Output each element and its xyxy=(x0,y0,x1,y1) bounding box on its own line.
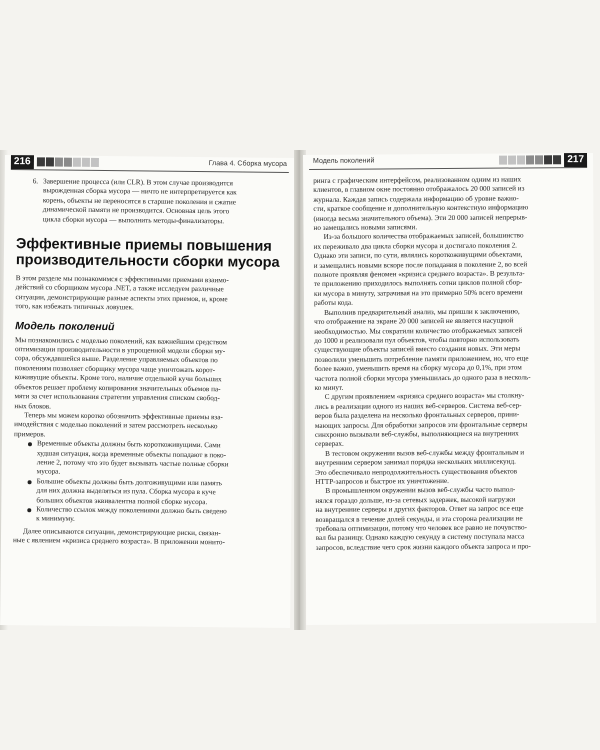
right-page-body xyxy=(313,175,586,553)
intro-paragraph: В этом разделе мы познакомимся с эффективными приемами взаимо- действий со сборщиком мусора .NET, а также исследуем различные ситуации, демонстрирующие разные аспекты этих приемов, и, кроме того, как избежать типичных ловушек. xyxy=(15,274,229,312)
paragraph: С другим проявлением «кризиса среднего возраста» мы столкну- лись в реализации одного из наших веб-серверов. Система веб-сер- веров была разделена на несколько фронтальных серверов, прини- мающих запросы. Для обработки запросов эти фронтальные серверы синхронно вызывали веб-службы, выполняющиеся на внутренних серверах. xyxy=(314,391,528,449)
section-heading: Эффективные приемы повышения производительности сборки мусора xyxy=(15,236,280,271)
paragraph: Выполнив предварительный анализ, мы пришли к заключению, что отображение на экране 20 000 записей не является насущной необходимостью. Мы сократили количество отображаемых записей до 1000 и реализовали пул объектов, чтобы повторно использовать существующие объекты записей вместо создания новых. Эти меры позволили уменьшить потребление памяти приложением, но, что еще более важно, уменьшить время на сборку мусора до 0,1%, при этом частота полной сборки мусора уменьшилась до одного раза в несколь- ко минут. xyxy=(314,307,531,392)
bullet-list xyxy=(27,439,284,526)
page-number: 216 xyxy=(11,155,34,169)
paragraph: ринга с графическим интерфейсом, реализованном одним из наших клиентов, в главном окне постоянно отображалось 20 000 записей из журнала. Каждая запись содержала информацию об уровне важно- сти, краткое сообщение и дополнительную контекстную информацию (иногда весьма значительного объема). Эти 20 000 записей непрерыв- но замещались новыми записями. xyxy=(313,175,529,232)
running-head: Модель поколений xyxy=(313,157,375,165)
running-head: Глава 4. Сборка мусора xyxy=(208,160,287,168)
bullet-item: Количество ссылок между поколениями должно быть сведено к минимуму. xyxy=(27,505,283,526)
list-item-6 xyxy=(32,177,286,227)
right-page-header xyxy=(303,153,593,169)
paragraph: Из-за большого количества отображаемых записей, большинство их переживало два цикла сборки мусора и достигало поколения 2. Однако эти записи, по сути, являлись короткоживущими объектами, и замещались новыми вскоре после попадания в поколение 2, во всей полноте проявляя феномен «кризиса среднего возраста». В результа- те приложению приходилось выполнять сотни циклов полной сбор- ки мусора в минуту, затрачивая на это примерно 50% всего времени работы кода. xyxy=(313,231,528,308)
list-number: 6. xyxy=(32,177,39,186)
left-page xyxy=(0,155,295,628)
left-page-header xyxy=(5,155,295,172)
paragraph: Мы познакомились с моделью поколений, как важнейшим средством оптимизации производительности в упрощенной модели сборки му- сора, обсуждавшейся выше. Разделение управляемых объектов по поколениям позволяет сборщику мусора чаще уничтожать корот- коживущие объекты. Кроме того, наличие отдельной кучи больших объектов решает проблему копирования значительных объемов па- мяти за счет использования стратегии управления списком свобод- ных блоков. xyxy=(14,335,228,410)
subsection-heading: Модель поколений xyxy=(15,319,115,333)
list-item-text: Завершение процесса (или CLR). В этом случае производится вырожденная сборка мусора — ничто не интерпретируется как корень, объекты не переносятся в старшие поколения и сжатие динамической памяти не производится. Основная цель этого цикла сборки мусора — выполнить методы-финализаторы. xyxy=(42,177,237,225)
paragraph: В промышленном окружении вызов веб-службы часто выпол- нялся гораздо дольше, из-за сетевых задержек, высокой нагрузки на внутренние серверы и других факторов. Ответ на запрос все еще возвращался в течение долей секунды, и эта сторона реализации не требовала оптимизации, потому что человек все равно не почувство- вал бы разницу. Однако каждую секунду в систему поступала масса запросов, вследствие чего срок жизни каждого объекта запроса и про- xyxy=(315,485,531,552)
paragraph: В тестовом окружении вызов веб-службы между фронтальным и внутренним сервером занимал порядка нескольких миллисекунд. Это обеспечивало непродолжительность существования объектов HTTP-запросов и быстрое их уничтожение. xyxy=(315,448,525,486)
paragraph: Теперь мы можем коротко обозначить эффективные приемы вза- имодействия с моделью поколений и затем рассмотреть несколько примеров. xyxy=(14,411,223,439)
bullet-item: Большие объекты должны быть долгоживущими или память для них должна выделяться из пула. Сборка мусора в куче больших объектов эквивалентна полной сборке мусора. xyxy=(27,477,283,508)
header-squares xyxy=(499,155,561,164)
right-page xyxy=(303,153,596,625)
page-number: 217 xyxy=(564,153,587,167)
bullet-item: Временные объекты должны быть короткоживущими. Сами худшая ситуация, когда временные объекты попадают в поко- ление 2, потому что это будет вызывать частые полные сборки мусора. xyxy=(28,439,284,479)
left-page-body xyxy=(13,177,287,548)
header-rule xyxy=(11,169,289,173)
paragraph: Далее описываются ситуации, демонстрирующие риски, связан- ные с явлением «кризиса среднего возраста». В приложении монито- xyxy=(12,526,225,547)
header-rule xyxy=(309,167,587,170)
header-squares xyxy=(37,157,99,167)
